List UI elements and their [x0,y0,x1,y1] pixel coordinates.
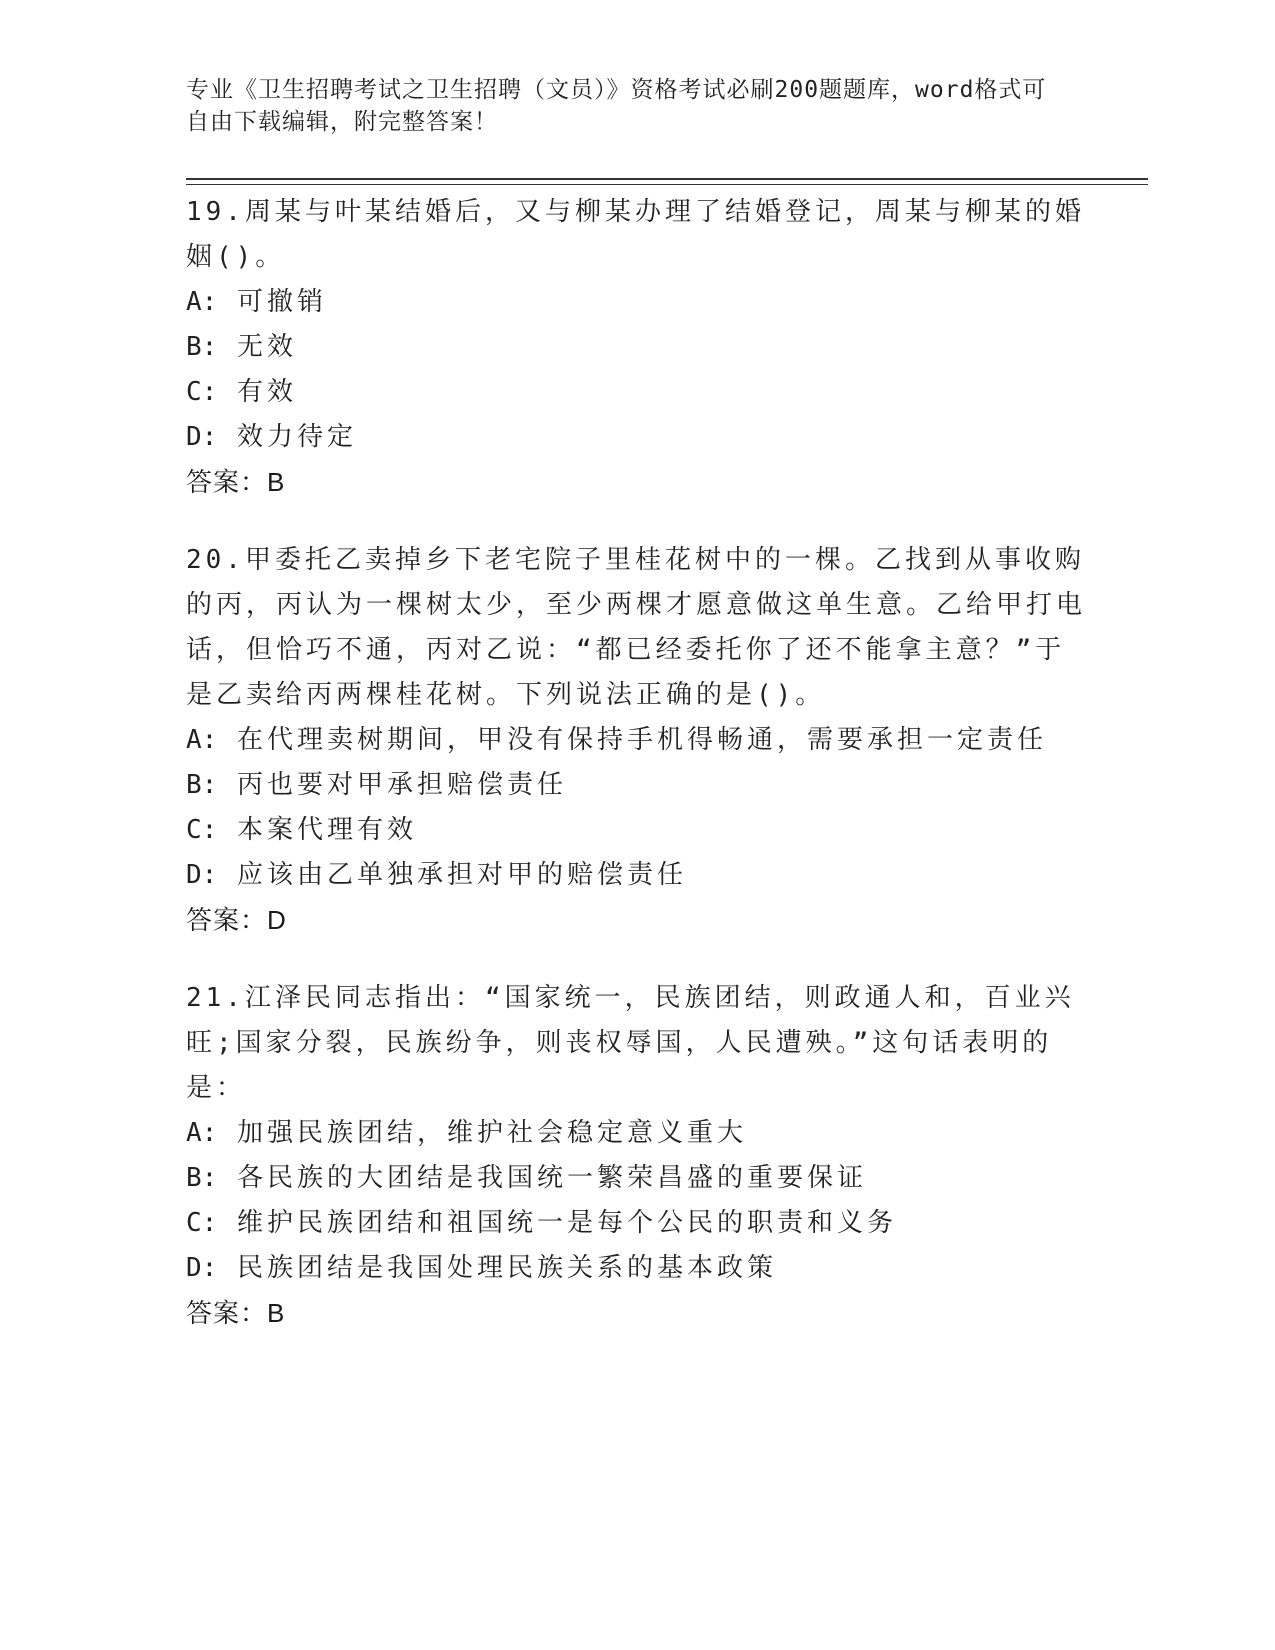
option-label: A: [186,1118,218,1148]
header-divider-thin [186,184,1148,185]
option-text: 有效 [236,377,297,407]
option-d [186,415,1086,460]
option-text: 维护民族团结和祖国统一是每个公民的职责和义务 [236,1208,897,1238]
option-text: 民族团结是我国处理民族关系的基本政策 [236,1253,777,1283]
option-c [186,808,1086,853]
option-label: B: [186,1163,218,1193]
option-c [186,1201,1086,1246]
option-label: B: [186,770,218,800]
option-b [186,1156,1086,1201]
answer: 答案：D [186,905,287,935]
answer: 答案：B [186,1298,286,1328]
option-label: D: [186,860,218,890]
option-a [186,280,1086,325]
option-label: A: [186,725,218,755]
option-text: 无效 [236,332,297,362]
document-header [186,74,1066,138]
option-a [186,1111,1086,1156]
option-text: 本案代理有效 [236,815,417,845]
option-b [186,763,1086,808]
option-label: C: [186,1208,218,1238]
question-21 [186,976,1086,1336]
answer: 答案：B [186,467,286,497]
option-a [186,718,1086,763]
option-text: 可撤销 [236,287,327,317]
question-19 [186,190,1086,505]
option-text: 各民族的大团结是我国统一繁荣昌盛的重要保证 [236,1163,867,1193]
question-stem: 20.甲委托乙卖掉乡下老宅院子里桂花树中的一棵。乙找到从事收购的丙，丙认为一棵树太少，至少两棵才愿意做这单生意。乙给甲打电话，但恰巧不通，丙对乙说：“都已经委托你了还不能拿主意？”于是乙卖给丙两棵桂花树。下列说法正确的是()。 [186,545,1087,710]
option-text: 加强民族团结，维护社会稳定意义重大 [236,1118,747,1148]
option-d [186,1246,1086,1291]
option-label: D: [186,1253,218,1283]
option-label: D: [186,422,218,452]
option-label: B: [186,332,218,362]
option-c [186,370,1086,415]
question-stem: 19.周某与叶某结婚后，又与柳某办理了结婚登记，周某与柳某的婚姻()。 [186,197,1085,272]
option-text: 在代理卖树期间，甲没有保持手机得畅通，需要承担一定责任 [236,725,1047,755]
option-d [186,853,1086,898]
question-20 [186,538,1086,943]
option-label: C: [186,377,218,407]
header-text: 专业《卫生招聘考试之卫生招聘（文员）》资格考试必刷200题题库，word格式可自由下载编辑，附完整答案！ [186,77,1047,135]
option-label: C: [186,815,218,845]
question-stem: 21.江泽民同志指出：“国家统一，民族团结，则政通人和，百业兴旺;国家分裂，民族纷争，则丧权辱国，人民遭殃。”这句话表明的是： [186,983,1075,1103]
question-list [186,190,1086,1369]
option-b [186,325,1086,370]
option-label: A: [186,287,218,317]
option-text: 丙也要对甲承担赔偿责任 [236,770,567,800]
option-text: 效力待定 [236,422,357,452]
header-divider-thick [186,178,1148,180]
option-text: 应该由乙单独承担对甲的赔偿责任 [236,860,687,890]
